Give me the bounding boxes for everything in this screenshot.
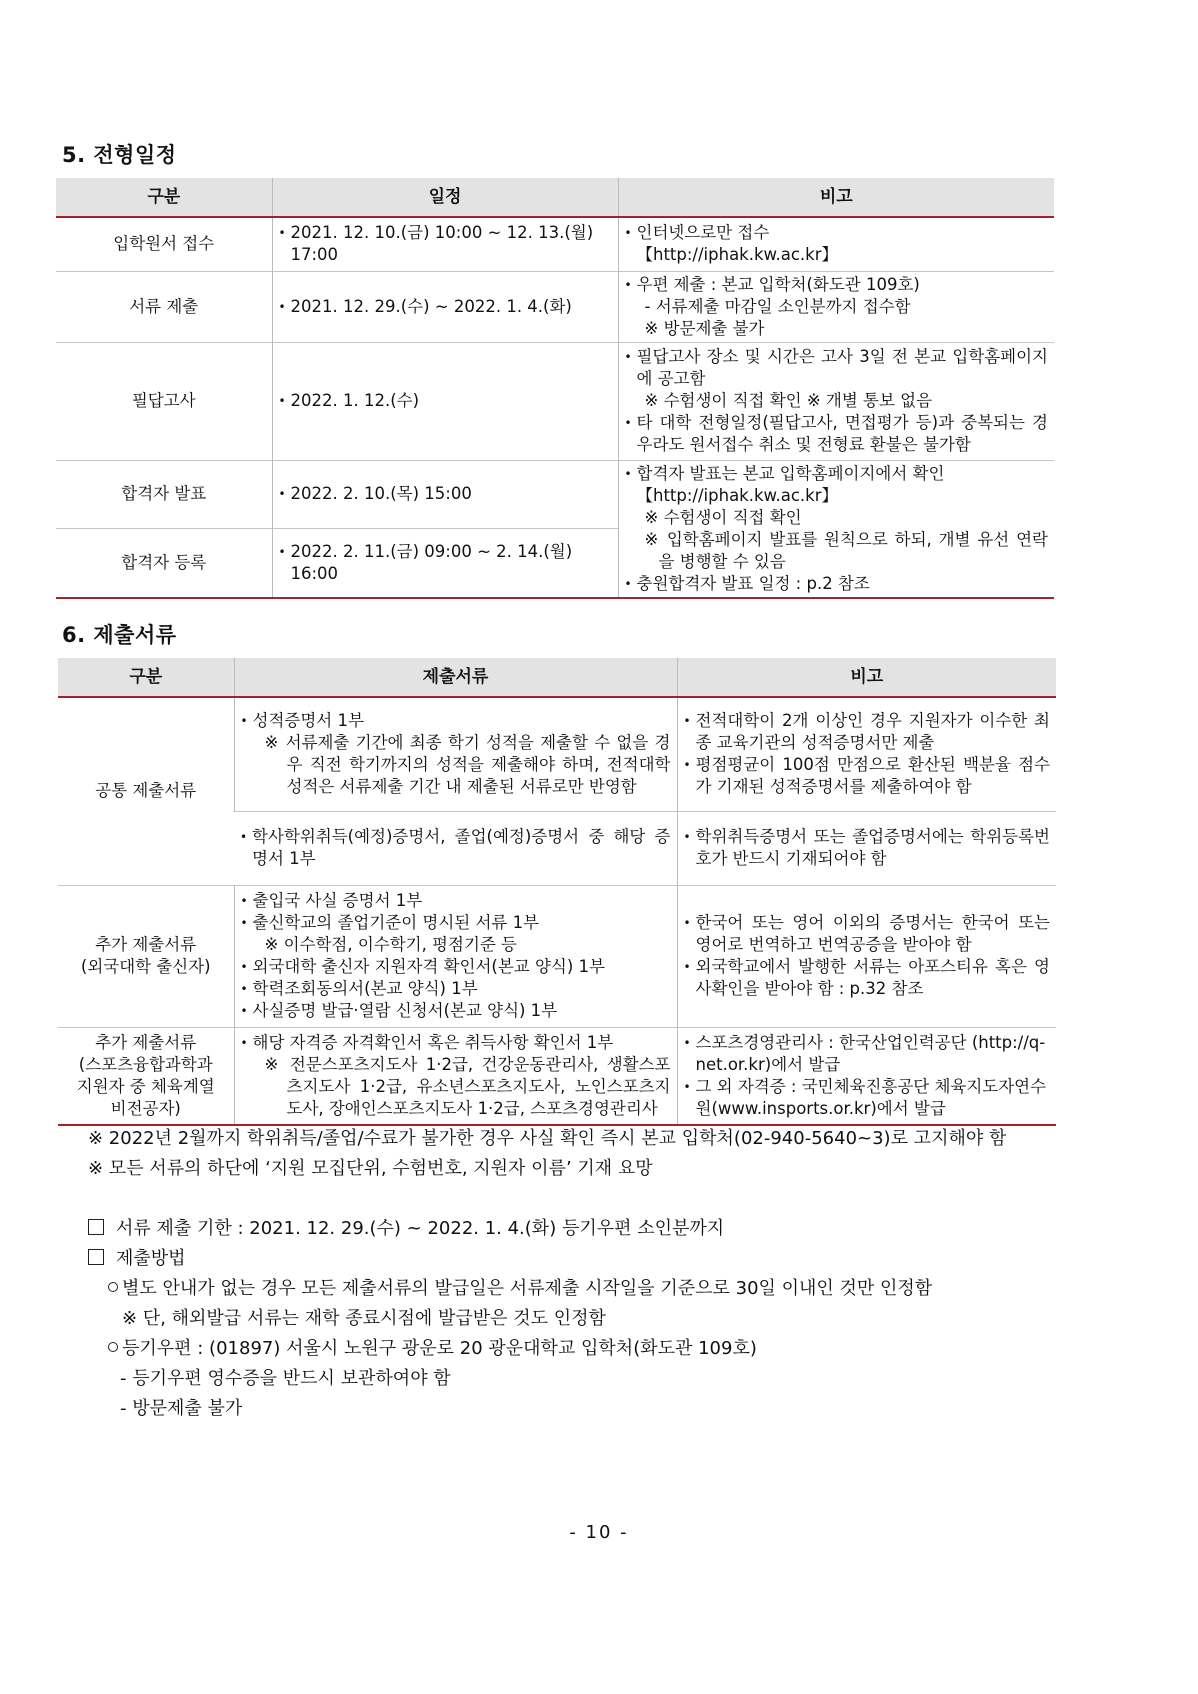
table-row xyxy=(58,1027,1056,1125)
row-category: 합격자 등록 xyxy=(56,529,272,598)
footnote: ※ 모든 서류의 하단에 ‘지원 모집단위, 수험번호, 지원자 이름’ 기재 요망 xyxy=(88,1158,653,1179)
page-number: - 10 - xyxy=(569,1522,629,1543)
method-item: 등기우편 : (01897) 서울시 노원구 광운로 20 광운대학교 입학처(화도관 109호) xyxy=(88,1334,932,1364)
row-category: 추가 제출서류 (외국대학 출신자) xyxy=(58,885,234,1027)
table-row xyxy=(56,342,1054,460)
row-schedule: • 2022. 2. 10.(목) 15:00 xyxy=(272,460,618,529)
header-category: 구분 xyxy=(56,178,272,217)
deadline-line: 서류 제출 기한 : 2021. 12. 29.(수) ~ 2022. 1. 4.(화) 등기우편 소인분까지 xyxy=(88,1214,932,1244)
row-schedule: • 2021. 12. 10.(금) 10:00 ~ 12. 13.(월) 17:00 xyxy=(272,217,618,271)
table-row xyxy=(56,271,1054,342)
row-schedule: • 2022. 1. 12.(수) xyxy=(272,342,618,460)
footnotes xyxy=(88,1124,1006,1184)
table-header-row xyxy=(56,178,1054,217)
method-sub-item: - 등기우편 영수증을 반드시 보관하여야 함 xyxy=(120,1368,451,1389)
method-sub-item: - 방문제출 불가 xyxy=(120,1398,243,1419)
circle-bullet-icon xyxy=(108,1342,118,1352)
checkbox-square-icon xyxy=(88,1219,104,1235)
row-schedule: • 2021. 12. 29.(수) ~ 2022. 1. 4.(화) xyxy=(272,271,618,342)
method-item: 별도 안내가 없는 경우 모든 제출서류의 발급일은 서류제출 시작일을 기준으로 30일 이내인 것만 인정함 xyxy=(88,1274,932,1304)
header-documents: 제출서류 xyxy=(234,658,677,697)
row-note: • 학위취득증명서 또는 졸업증명서에는 학위등록번호가 반드시 기재되어야 함 xyxy=(677,811,1056,885)
row-documents: • 성적증명서 1부 ※ 서류제출 기간에 최종 학기 성적을 제출할 수 없을 경우 직전 학기까지의 성적을 제출해야 하며, 전적대학 성적은 서류제출 기간 내 제출된 서류로만 반영함 xyxy=(234,697,677,811)
section5-title: 5. 전형일정 xyxy=(62,143,177,167)
section6-title: 6. 제출서류 xyxy=(62,623,177,647)
row-note: • 스포츠경영관리사 : 한국산업인력공단 (http://q-net.or.kr)에서 발급 • 그 외 자격증 : 국민체육진흥공단 체육지도자연수원(www.insports.or.kr)에서 발급 xyxy=(677,1027,1056,1125)
header-schedule: 일정 xyxy=(272,178,618,217)
row-category: 합격자 발표 xyxy=(56,460,272,529)
checkbox-square-icon xyxy=(88,1249,104,1265)
circle-bullet-icon xyxy=(108,1282,118,1292)
row-documents: • 해당 자격증 자격확인서 혹은 취득사항 확인서 1부 ※ 전문스포츠지도사 1·2급, 건강운동관리사, 생활스포츠지도사 1·2급, 유소년스포츠지도사, 노인스포츠지도사, 장애인스포츠지도사 1·2급, 스포츠경영관리사 xyxy=(234,1027,677,1125)
row-category: 추가 제출서류 (스포츠융합과학과 지원자 중 체육계열 비전공자) xyxy=(58,1027,234,1125)
row-documents: • 학사학위취득(예정)증명서, 졸업(예정)증명서 중 해당 증명서 1부 xyxy=(234,811,677,885)
row-category: 공통 제출서류 xyxy=(95,781,197,801)
table-header-row xyxy=(58,658,1056,697)
row-note-merged: • 합격자 발표는 본교 입학홈페이지에서 확인 【http://iphak.kw.ac.kr】 ※ 수험생이 직접 확인 ※ 입학홈페이지 발표를 원칙으로 하되, 개별 유선 연락을 병행할 수 있음 • 충원합격자 발표 일정 : p.2 참조 xyxy=(618,460,1054,598)
row-category: 서류 제출 xyxy=(56,271,272,342)
row-note: • 한국어 또는 영어 이외의 증명서는 한국어 또는 영어로 번역하고 번역공증을 받아야 함 • 외국학교에서 발행한 서류는 아포스티유 혹은 영사확인을 받아야 함 : p.32 참조 xyxy=(677,885,1056,1027)
table-row xyxy=(56,217,1054,271)
table-row xyxy=(56,460,1054,529)
documents-table xyxy=(58,658,1056,1126)
row-documents: • 출입국 사실 증명서 1부 • 출신학교의 졸업기준이 명시된 서류 1부 ※ 이수학점, 이수학기, 평점기준 등 • 외국대학 출신자 지원자격 확인서(본교 양식) 1부 • 학력조회동의서(본교 양식) 1부 • 사실증명 발급·열람 신청서(본교 양식) 1부 xyxy=(234,885,677,1027)
row-note: • 우편 제출 : 본교 입학처(화도관 109호) - 서류제출 마감일 소인분까지 접수함 ※ 방문제출 불가 xyxy=(618,271,1054,342)
table-row xyxy=(58,885,1056,1027)
row-category: 입학원서 접수 xyxy=(113,234,215,254)
row-note: • 인터넷으로만 접수 【http://iphak.kw.ac.kr】 xyxy=(618,217,1054,271)
row-note: • 전적대학이 2개 이상인 경우 지원자가 이수한 최종 교육기관의 성적증명서만 제출 • 평점평균이 100점 만점으로 환산된 백분율 점수가 기재된 성적증명서를 제출하여야 함 xyxy=(677,697,1056,811)
header-note: 비고 xyxy=(677,658,1056,697)
row-schedule: • 2022. 2. 11.(금) 09:00 ~ 2. 14.(월) 16:00 xyxy=(272,529,618,598)
header-note: 비고 xyxy=(618,178,1054,217)
row-category: 필답고사 xyxy=(56,342,272,460)
row-note: • 필답고사 장소 및 시간은 고사 3일 전 본교 입학홈페이지에 공고함 ※ 수험생이 직접 확인 ※ 개별 통보 없음 • 타 대학 전형일정(필답고사, 면접평가 등)과 중복되는 경우라도 원서접수 취소 및 전형료 환불은 불가함 xyxy=(618,342,1054,460)
method-title-line: 제출방법 xyxy=(88,1244,932,1274)
footnote: ※ 2022년 2월까지 학위취득/졸업/수료가 불가한 경우 사실 확인 즉시 본교 입학처(02-940-5640~3)로 고지해야 함 xyxy=(88,1128,1007,1149)
submission-method xyxy=(88,1214,932,1424)
method-item-note: ※ 단, 해외발급 서류는 재학 종료시점에 발급받은 것도 인정함 xyxy=(122,1308,606,1329)
header-category: 구분 xyxy=(58,658,234,697)
table-row xyxy=(58,697,1056,811)
schedule-table xyxy=(56,178,1054,599)
